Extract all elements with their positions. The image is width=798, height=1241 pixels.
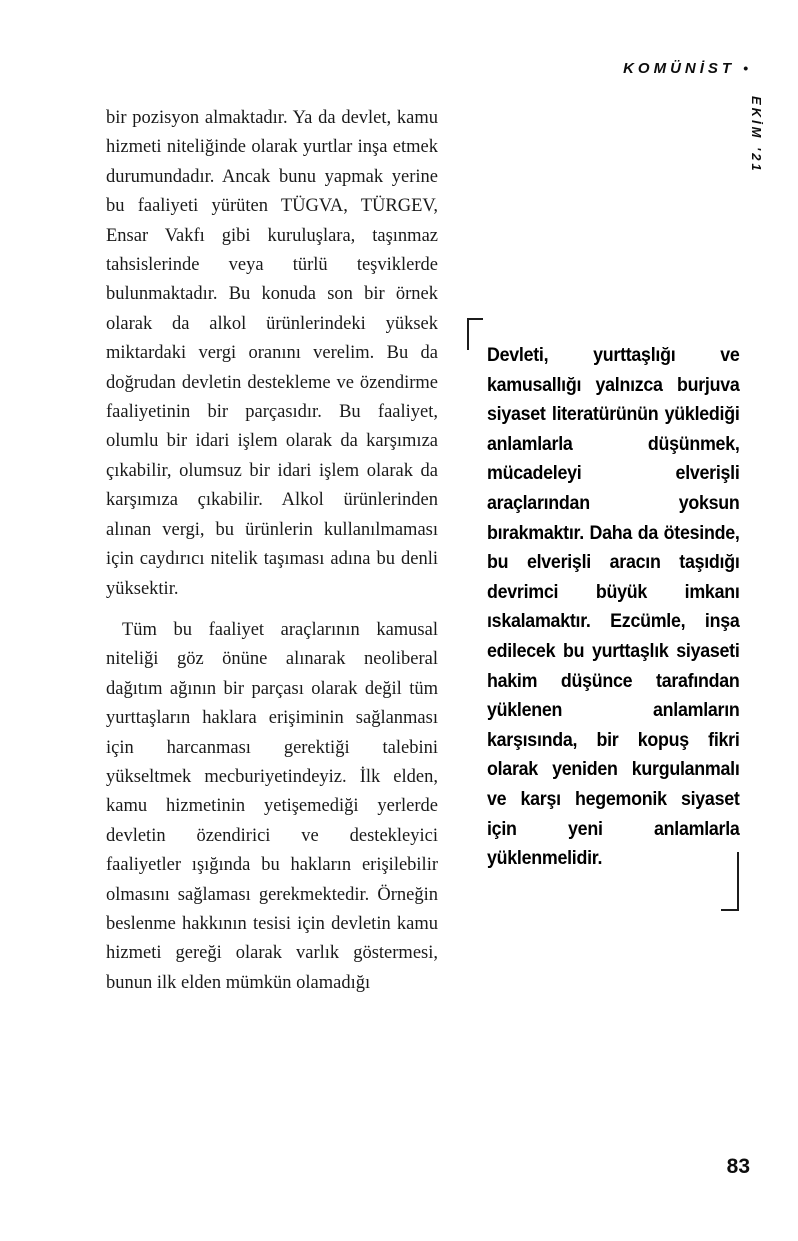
article-body-column bbox=[106, 104, 438, 998]
magazine-masthead bbox=[623, 60, 748, 77]
magazine-title: KOMÜNİST bbox=[623, 60, 736, 77]
pull-quote-corner-bracket-top-left bbox=[467, 318, 483, 350]
page-number: 83 bbox=[726, 1155, 750, 1178]
article-paragraph: bir pozisyon almaktadır. Ya da devlet, kamu hizmeti niteliğinde olarak yurtlar inşa etmek durumundadır. Ancak bunu yapmak yerine bu faaliyeti yürüten TÜGVA, TÜRGEV, Ensar Vakfı gibi kuruluşlara, taşınmaz tahsislerinde veya türlü teşviklerde bulunmaktadır. Bu konuda son bir örnek olarak da alkol ürünlerindeki yüksek miktardaki vergi oranını verelim. Bu da doğrudan devletin destekleme ve özendirme faaliyetinin bir parçasıdır. Bu faaliyet, olumlu bir idari işlem olarak da karşımıza çıkabilir, olumsuz bir idari işlem olarak da karşımıza çıkabilir. Alkol ürünlerinden alınan vergi, bu ürünlerin kullanılmaması için caydırıcı nitelik taşıması adına bu denli yüksektir. bbox=[106, 108, 438, 599]
masthead-bullet-icon: • bbox=[743, 60, 748, 76]
article-paragraph: Tüm bu faaliyet araçlarının kamusal niteliği göz önüne alınarak neoliberal dağıtım ağının bir parçası olarak değil tüm yurttaşların haklara erişiminin sağlanması için harcanması gerektiği talebini yükseltmek mecburiyetindeyiz. İlk elden, kamu hizmetinin yetişemediği yerlerde devletin özendirici ve destekleyici faaliyetler ışığında bu hakların erişilebilir olmasını sağlaması gerekmektedir. Örneğin beslenme hakkının tesisi için devletin kamu hizmeti gereği olarak varlık göstermesi, bunun ilk elden mümkün olamadığı bbox=[106, 619, 438, 993]
issue-label: EKİM '21 bbox=[749, 96, 764, 174]
pull-quote: Devleti, yurttaşlığı ve kamusallığı yalnızca burjuva siyaset literatürünün yüklediği anlamlarla düşünmek, mücadeleyi elverişli araçlarından yoksun bırakmaktır. Daha da ötesinde, bu elverişli aracın taşıdığı devrimci büyük imkanı ıskalamaktır. Ezcümle, inşa edilecek bu yurttaşlık siyaseti hakim düşünce tarafından yüklenen anlamların karşısında, bir kopuş fikri olarak yeniden kurgulanmalı ve karşı hegemonik siyaset için yeni anlamlarla yüklenmelidir. bbox=[487, 344, 740, 870]
